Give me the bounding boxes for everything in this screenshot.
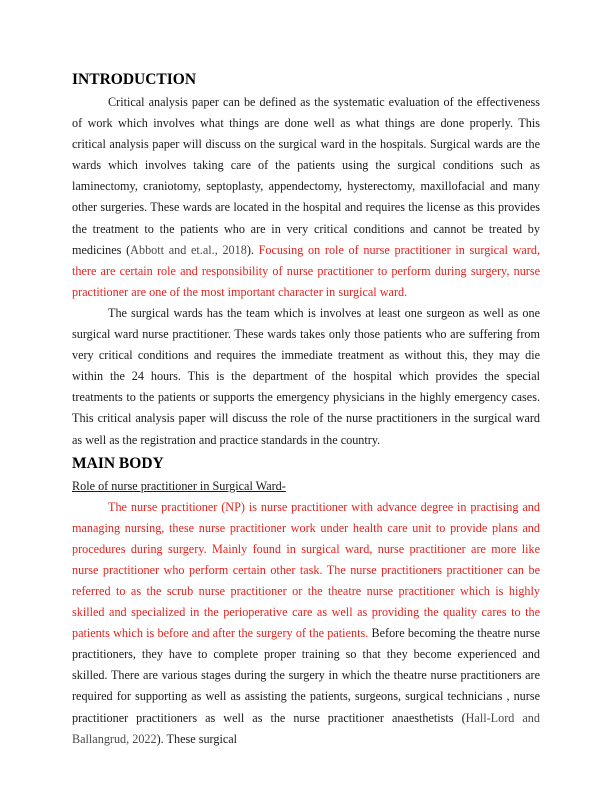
citation-abbott: Abbott and et.al., 2018 (130, 242, 247, 257)
section-subheading: Role of nurse practitioner in Surgical Ward- (72, 478, 286, 493)
main-body-heading: MAIN BODY (72, 454, 164, 472)
document-page (72, 70, 540, 750)
main-body-paragraph-1 (72, 497, 540, 750)
intro-p1-highlighted-text: Focusing on role of nurse practitioner in surgical ward, there are certain role and responsibility of nurse practitioner to perform during surgery, nurse practitioner are one of the most important character in surgical ward. (72, 242, 540, 299)
intro-p1-text: Critical analysis paper can be defined as the systematic evaluation of the effectiveness of work which involves what things are done well as what things are done properly. This critical analysis paper will discuss on the surgical ward in the hospitals. Surgical wards are the wards which involves taking care of the patients using the surgical conditions such as laminectomy, craniotomy, septoplasty, appendectomy, hysterectomy, maxillofacial and many other surgeries. These wards are located in the hospital and requires the license as this provides the treatment to the patients who are in very critical conditions and cannot be treated by medicines ( (72, 95, 540, 257)
main-p1-trailing-text: ). These surgical (156, 731, 238, 746)
introduction-heading: INTRODUCTION (72, 71, 197, 88)
introduction-paragraph-2: The surgical wards has the team which is involves at least one surgeon as well as one surgical ward nurse practitioner. These wards takes only those patients who are suffering from very critical conditions and requires the immediate treatment as without this, they may die within the 24 hours. This is the department of the hospital which provides the special treatments to the patients or supports the emergency physicians in the highly emergency cases. This critical analysis paper will discuss the role of the nurse practitioners in the surgical ward as well as the registration and practice standards in the country. (72, 305, 540, 447)
main-p1-text: Before becoming the theatre nurse practitioners, they have to complete proper training so that they become experienced and skilled. There are various stages during the surgery in which the theatre nurse practitioners are required for supporting as well as assisting the patients, surgeons, surgical technicians , nurse practitioner practitioners as well as the nurse practitioner anaesthetists ( (72, 626, 540, 725)
introduction-paragraph-1 (72, 92, 540, 303)
citation-hall-lord: Hall-Lord and Ballangrud, 2022 (72, 710, 540, 746)
intro-p1-citation-close: ). (246, 242, 259, 257)
main-p1-highlighted-text: The nurse practitioner (NP) is nurse practitioner with advance degree in practising and managing nursing, these nurse practitioner work under health care unit to provide plans and procedures during surgery. Mainly found in surgical ward, nurse practitioner are more like nurse practitioner who perform certain other task. The nurse practitioners practitioner can be referred to as the scrub nurse practitioner or the theatre nurse practitioner which is highly skilled and specialized in the perioperative care as well as providing the quality cares to the patients which is before and after the surgery of the patients. (72, 499, 540, 641)
